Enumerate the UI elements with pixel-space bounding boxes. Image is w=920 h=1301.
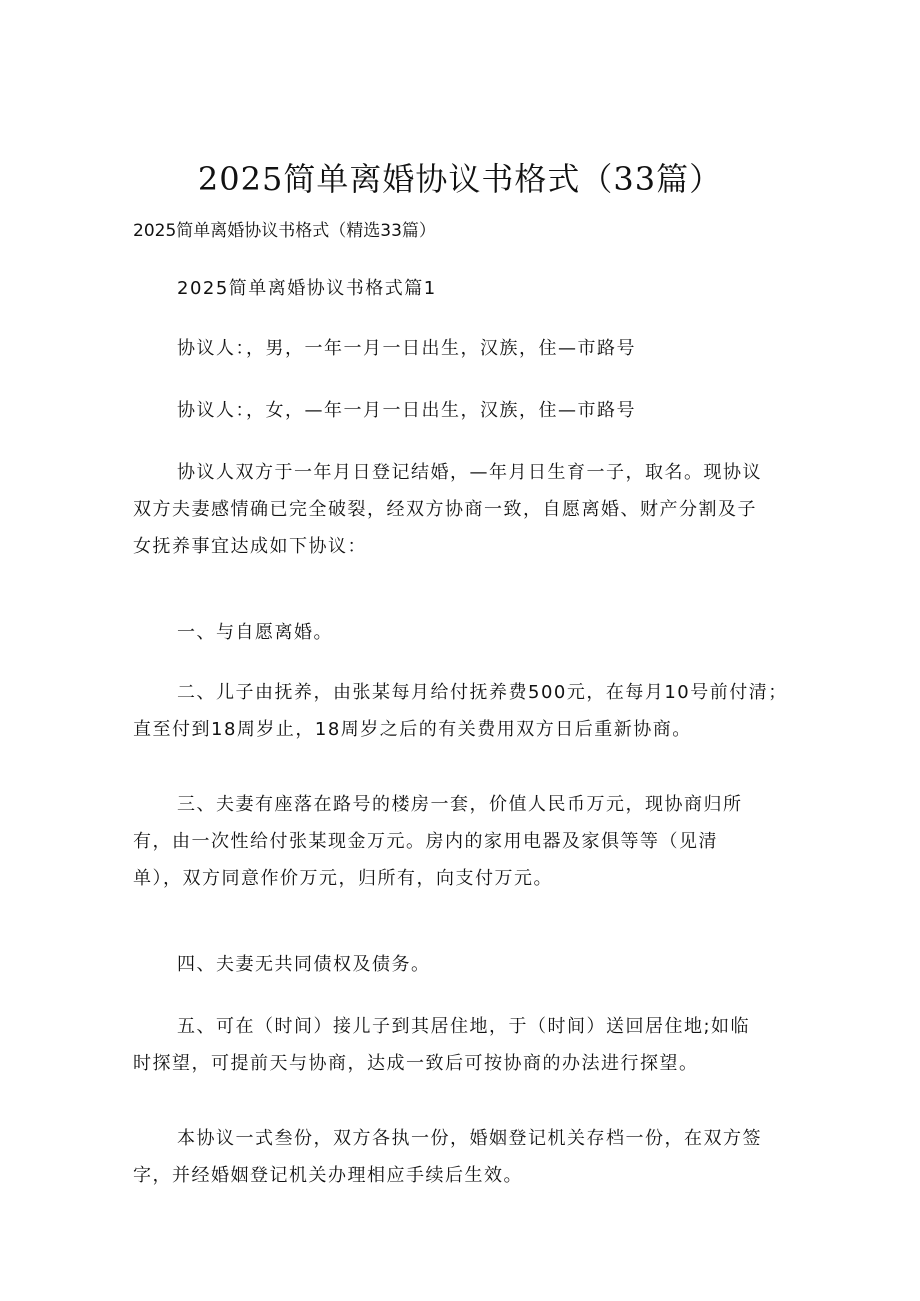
- clause-1-text: 一、与自愿离婚。: [177, 622, 333, 643]
- section-heading: 2025简单离婚协议书格式篇1: [177, 278, 437, 299]
- document-subtitle: 2025简单离婚协议书格式（精选33篇）: [133, 221, 436, 241]
- clause-2-line-2: 直至付到18周岁止，18周岁之后的有关费用双方日后重新协商。: [133, 719, 692, 740]
- closing-paragraph: [133, 1120, 793, 1194]
- section-heading-block: [133, 270, 793, 307]
- clause-3-line-1: 三、夫妻有座落在路号的楼房一套，价值人民币万元，现协商归所: [177, 794, 743, 815]
- closing-line-2: 字，并经婚姻登记机关办理相应手续后生效。: [133, 1165, 523, 1186]
- clause-3-line-3: 单），双方同意作价万元，归所有，向支付万元。: [133, 868, 553, 889]
- clause-4-paragraph: [133, 946, 793, 983]
- clause-5-line-2: 时探望，可提前天与协商，达成一致后可按协商的办法进行探望。: [133, 1053, 699, 1074]
- party2-paragraph: [133, 392, 793, 429]
- intro-line-3: 女抚养事宜达成如下协议：: [133, 536, 367, 557]
- clause-3-paragraph: [133, 786, 793, 897]
- clause-4-text: 四、夫妻无共同债权及债务。: [177, 954, 431, 975]
- closing-line-1: 本协议一式叁份，双方各执一份，婚姻登记机关存档一份，在双方签: [177, 1128, 762, 1149]
- intro-line-1: 协议人双方于一年月日登记结婚，—年月日生育一子，取名。现协议: [177, 462, 762, 483]
- clause-2-paragraph: [133, 674, 793, 748]
- party1-paragraph: [133, 330, 793, 367]
- clause-1-paragraph: [133, 614, 793, 651]
- clause-3-line-2: 有，由一次性给付张某现金万元。房内的家用电器及家俱等等（见清: [133, 831, 718, 852]
- intro-paragraph: [133, 454, 793, 565]
- document-title: 2025简单离婚协议书格式（33篇）: [197, 160, 723, 198]
- intro-line-2: 双方夫妻感情确已完全破裂，经双方协商一致，自愿离婚、财产分割及子: [133, 499, 757, 520]
- clause-5-paragraph: [133, 1008, 793, 1082]
- clause-2-line-1: 二、儿子由抚养，由张某每月给付抚养费500元，在每月10号前付清；: [177, 682, 788, 703]
- party1-text: 协议人：，男，一年一月一日出生，汉族，住—市路号: [177, 338, 636, 359]
- clause-5-line-1: 五、可在（时间）接儿子到其居住地，于（时间）送回居住地;如临: [177, 1016, 751, 1037]
- party2-text: 协议人：，女，—年一月一日出生，汉族，住—市路号: [177, 400, 636, 421]
